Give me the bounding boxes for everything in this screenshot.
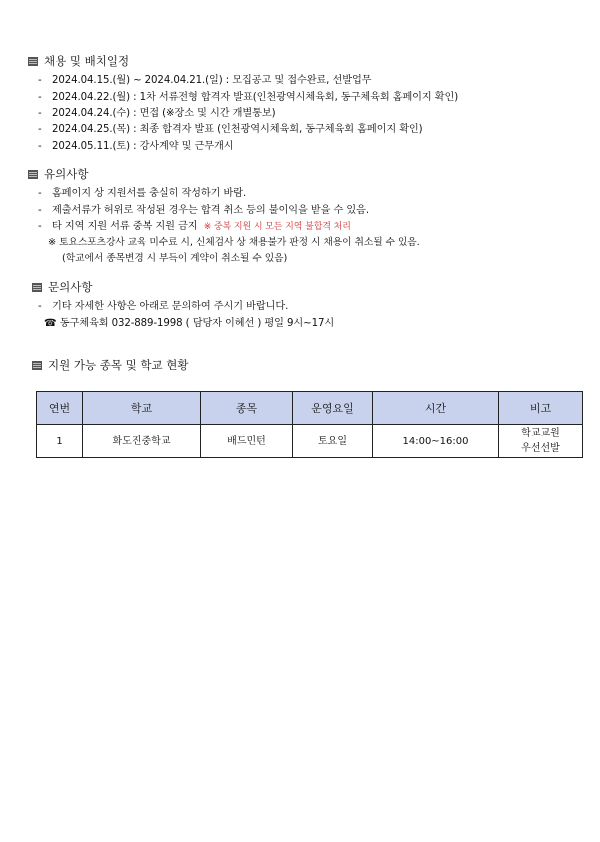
cell-day: 토요일	[293, 425, 373, 458]
cell-time: 14:00~16:00	[373, 425, 499, 458]
header-note: 비고	[499, 392, 583, 425]
schedule-title: 채용 및 배치일정	[44, 54, 130, 68]
schedule-heading	[28, 53, 129, 69]
notes-warning: ※ 토요스포츠강사 교육 미수료 시, 신체검사 상 채용불가 판정 시 채용이 취소될 수 있음.	[48, 237, 420, 248]
cell-sport: 배드민턴	[201, 425, 293, 458]
header-school: 학교	[83, 392, 201, 425]
schedule-item: - 2024.04.15.(월) ~ 2024.04.21.(일) : 모집공고 및 접수완료, 선발업무	[38, 75, 372, 86]
bullet-square-icon	[28, 170, 38, 179]
duplicate-warning: ※ 중복 지원 시 모든 지역 불합격 처리	[203, 222, 351, 232]
schedule-item: - 2024.04.25.(목) : 최종 합격자 발표 (인천광역시체육회, 동구체육회 홈페이지 확인)	[38, 124, 423, 135]
schedule-item: - 2024.04.22.(월) : 1차 서류전형 합격자 발표(인천광역시체육회, 동구체육회 홈페이지 확인)	[38, 92, 459, 103]
notes-title: 유의사항	[44, 167, 89, 181]
schedule-item: - 2024.05.11.(토) : 강사계약 및 근무개시	[38, 141, 234, 152]
inquiry-title: 문의사항	[48, 280, 93, 294]
bullet-square-icon	[32, 361, 42, 370]
header-no: 연번	[37, 392, 83, 425]
note-line: 학교교원	[521, 428, 560, 439]
header-time: 시간	[373, 392, 499, 425]
status-table	[36, 391, 583, 458]
notes-warning-sub: (학교에서 종목변경 시 부득이 계약이 취소될 수 있음)	[62, 253, 288, 264]
cell-school: 화도진중학교	[83, 425, 201, 458]
schedule-item: - 2024.04.24.(수) : 면접 (※장소 및 시간 개별통보)	[38, 108, 276, 119]
status-title: 지원 가능 종목 및 학교 현황	[48, 358, 189, 372]
inquiry-contact: ☎ 동구체육회 032-889-1998 ( 담당자 이혜선 ) 평일 9시~17시	[44, 318, 335, 329]
notes-heading	[28, 166, 88, 182]
note-line: 우선선발	[521, 443, 560, 454]
bullet-square-icon	[32, 283, 42, 292]
inquiry-heading	[32, 279, 92, 295]
table-row	[37, 425, 583, 458]
header-sport: 종목	[201, 392, 293, 425]
header-day: 운영요일	[293, 392, 373, 425]
cell-note	[499, 425, 583, 458]
cell-no: 1	[37, 425, 83, 458]
notes-item: - 제출서류가 허위로 작성된 경우는 합격 취소 등의 불이익을 받을 수 있음.	[38, 205, 370, 216]
notes-item: - 타 지역 지원 서류 중복 지원 금지 ※ 중복 지원 시 모든 지역 불합격 처리	[38, 221, 351, 232]
notes-item: - 홈페이지 상 지원서를 충실히 작성하기 바람.	[38, 188, 247, 199]
table-header-row	[37, 392, 583, 425]
phone-icon: ☎	[44, 318, 57, 329]
status-heading	[32, 357, 188, 373]
bullet-square-icon	[28, 57, 38, 66]
inquiry-item: - 기타 자세한 사항은 아래로 문의하여 주시기 바랍니다.	[38, 301, 289, 312]
